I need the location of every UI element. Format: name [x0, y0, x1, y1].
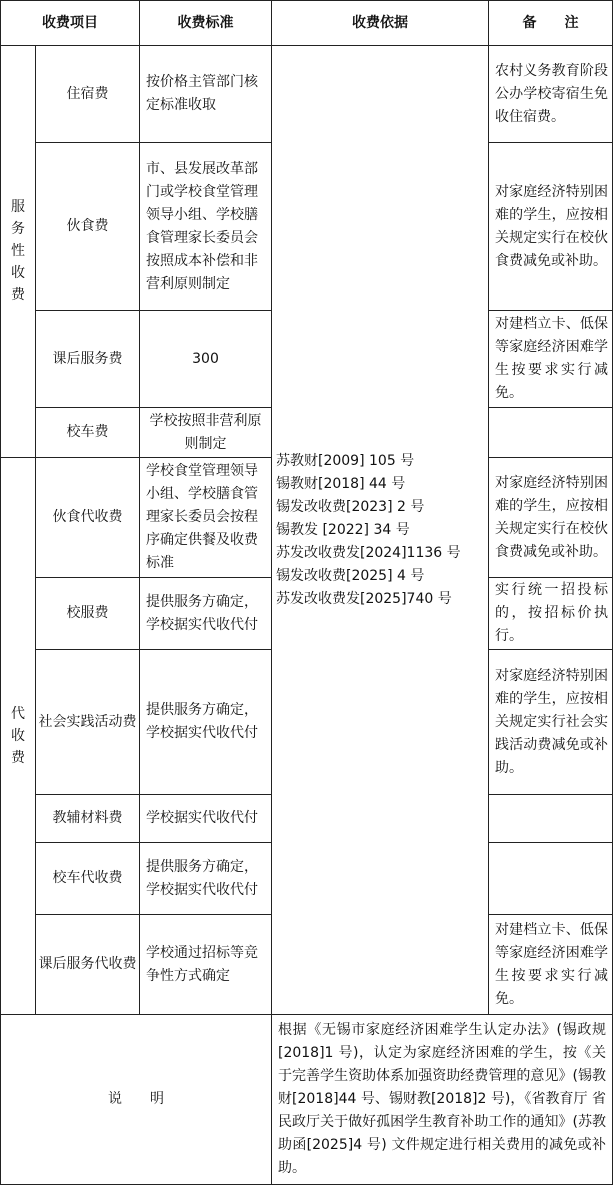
fee-item: 校服费 — [36, 578, 140, 650]
fee-item: 课后服务代收费 — [36, 915, 140, 1015]
fee-remark: 农村义务教育阶段公办学校寄宿生免收住宿费。 — [489, 46, 613, 143]
explanation-row — [1, 1015, 613, 1185]
fee-standard: 按价格主管部门核定标准收取 — [140, 46, 272, 143]
basis-line: 锡发改收费[2025] 4 号 — [276, 567, 425, 584]
group-label: 代收费 — [1, 458, 36, 1015]
fee-remark: 对建档立卡、低保等家庭经济困难学生按要求实行减免。 — [489, 915, 613, 1015]
basis-line: 苏发改收费发[2024]1136 号 — [276, 544, 461, 561]
fee-item: 校车费 — [36, 408, 140, 458]
basis-line: 锡教财[2018] 44 号 — [276, 475, 406, 492]
header-basis: 收费依据 — [272, 1, 489, 46]
header-standard: 收费标准 — [140, 1, 272, 46]
header-item: 收费项目 — [1, 1, 140, 46]
fee-standard: 学校按照非营利原则制定 — [140, 408, 272, 458]
fee-item: 伙食费 — [36, 143, 140, 311]
fee-standard: 提供服务方确定，学校据实代收代付 — [140, 843, 272, 915]
fee-standard: 学校通过招标等竞争性方式确定 — [140, 915, 272, 1015]
fee-remark — [489, 408, 613, 458]
explanation-text: 根据《无锡市家庭经济困难学生认定办法》(锡政规[2018]1 号)，认定为家庭经济困难的学生，按《关于完善学生资助体系加强资助经费管理的意见》(锡教财[2018]44 号、锡财教[2018]2 号)，《省教育厅 省民政厅关于做好孤困学生教育补助工作的通知》(苏教助函[2025]4 号) 文件规定进行相关费用的减免或补助。 — [272, 1015, 613, 1185]
fee-remark: 对家庭经济特别困难的学生，应按相关规定实行在校伙食费减免或补助。 — [489, 458, 613, 578]
fee-item: 教辅材料费 — [36, 795, 140, 843]
fee-standard: 300 — [140, 311, 272, 408]
fee-item: 课后服务费 — [36, 311, 140, 408]
group-label: 服务性收费 — [1, 46, 36, 458]
basis-line: 苏教财[2009] 105 号 — [276, 452, 415, 469]
fee-standard: 提供服务方确定，学校据实代收代付 — [140, 578, 272, 650]
basis-line: 苏发改收费发[2025]740 号 — [276, 590, 452, 607]
basis-line: 锡教发 [2022] 34 号 — [276, 521, 410, 538]
fee-item: 住宿费 — [36, 46, 140, 143]
fee-remark: 实行统一招投标的，按招标价执行。 — [489, 578, 613, 650]
header-row — [1, 1, 613, 46]
fee-remark — [489, 795, 613, 843]
table-row — [1, 46, 613, 143]
fee-item: 社会实践活动费 — [36, 650, 140, 795]
fee-remark — [489, 843, 613, 915]
fee-remark: 对家庭经济特别困难的学生，应按相关规定实行在校伙食费减免或补助。 — [489, 143, 613, 311]
fee-basis — [272, 46, 489, 1015]
basis-line: 锡发改收费[2023] 2 号 — [276, 498, 425, 515]
fee-standard: 提供服务方确定，学校据实代收代付 — [140, 650, 272, 795]
fee-item: 校车代收费 — [36, 843, 140, 915]
fee-standard: 市、县发展改革部门或学校食堂管理领导小组、学校膳食管理家长委员会按照成本补偿和非营利原则制定 — [140, 143, 272, 311]
explanation-label: 说 明 — [1, 1015, 272, 1185]
fee-standard: 学校食堂管理领导小组、学校膳食管理家长委员会按程序确定供餐及收费标准 — [140, 458, 272, 578]
fee-item: 伙食代收费 — [36, 458, 140, 578]
fee-remark: 对家庭经济特别困难的学生，应按相关规定实行社会实践活动费减免或补助。 — [489, 650, 613, 795]
fee-standard: 学校据实代收代付 — [140, 795, 272, 843]
fee-remark: 对建档立卡、低保等家庭经济困难学生按要求实行减免。 — [489, 311, 613, 408]
header-remarks: 备 注 — [489, 1, 613, 46]
